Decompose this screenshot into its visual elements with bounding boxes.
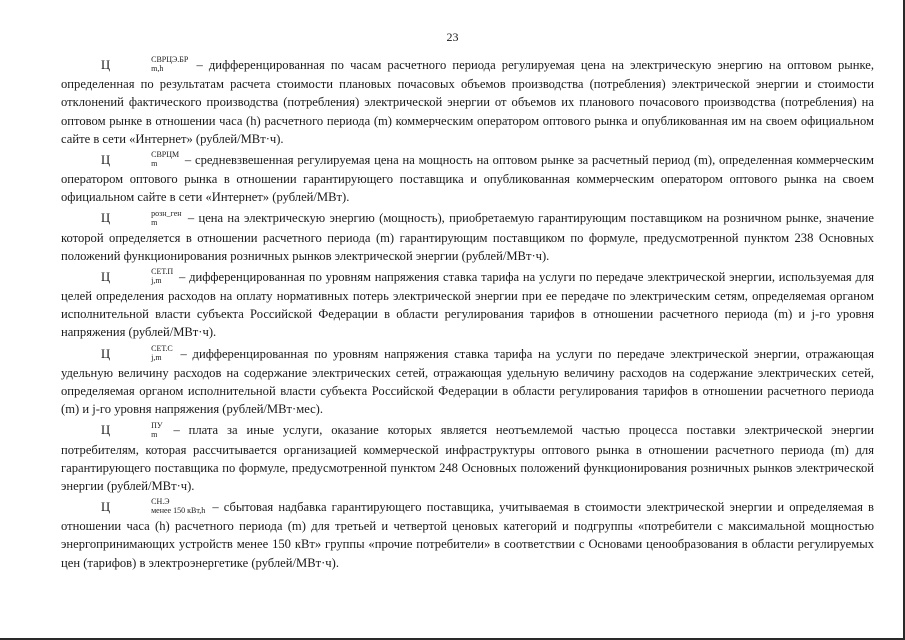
formula-superscript: СВРЦМ [151,150,180,160]
formula-symbol: Ц [101,500,111,515]
formula-subscript: j,m [151,352,162,362]
definition-text: – плата за иные услуги, оказание которых является неотъемлемой частью процесса поставки электрической энергии потребителям, которая рассчитывается организацией коммерческой инфраструктуры оптового рынка в отношении расчетного периода (m) для гарантирующего поставщика по формуле, предусмотренной пунктом 248 Основных положений функционирования розничных рынков электрической энергии (рублей/МВт·ч). [61,423,874,493]
definition-text: – дифференцированная по уровням напряжения ставка тарифа на услуги по передаче электрической энергии, используемая для целей определения расходов на оплату нормативных потерь электрической энергии при ее передаче по электрическим сетям, определяемая органом исполнительной власти субъекта Российской Федерации в области регулирования тарифов в отношении расчетного периода (m) и j-го уровня напряжения (рублей/МВт·ч). [61,269,874,340]
formula-subscript: j,m [151,276,162,286]
definition-text: – сбытовая надбавка гарантирующего поставщика, учитываемая в стоимости электрической энергии и определяемая в отношении часа (h) расчетного периода (m) для третьей и четвертой ценовых категорий и подгруппы «потребители с максимальной мощностью энергопринимающих устройств менее 150 кВт» группы «прочие потребители» в соответствии с Основами ценообразования в области регулируемых цен (тарифов) в электроэнергетике (рублей/МВт·ч). [61,500,874,570]
definition-paragraph [61,345,874,419]
formula-subscript: m,h [151,64,164,74]
definition-paragraph [61,209,874,265]
formula-superscript: розн_ген [151,208,182,218]
definition-paragraph [61,56,874,148]
formula-superscript: СЕТ.С [151,343,173,353]
formula-superscript: СН.Э [151,497,170,507]
definition-paragraph [61,498,874,572]
formula-subscript: m [151,159,158,169]
document-body [61,56,874,575]
formula-subscript: менее 150 кВт,h [151,506,206,516]
definition-text: – дифференцированная по часам расчетного периода регулируемая цена на электрическую энергию на оптовом рынке, определенная по результатам расчета стоимости плановых почасовых объемов производства (потребления) электрической энергии и стоимости отклонений фактического производства (потребления) электрической энергии от объемов их планового почасового производства (потребления) на оптовом рынке в отношении часа (h) расчетного периода (m) коммерческим оператором оптового рынка и опубликованная им на своем официальном сайте в сети «Интернет» (рублей/МВт·ч). [61,58,874,146]
page-number: 23 [446,30,459,44]
formula-symbol: Ц [101,269,111,284]
formula-subscript: m [151,429,158,439]
formula-superscript: СВРЦЭ.БР [151,55,189,65]
formula-subscript: m [151,217,158,227]
formula-symbol: Ц [101,346,111,361]
formula-symbol: Ц [101,152,111,167]
formula-superscript: СЕТ.П [151,267,174,277]
definition-text: – средневзвешенная регулируемая цена на мощность на оптовом рынке за расчетный период (m), определенная коммерческим оператором оптового рынка в отношении гарантирующего поставщика и опубликованная коммерческим оператором оптового рынка на своем официальном сайте в сети «Интернет» (рублей/МВт). [61,152,874,205]
definition-text: – цена на электрическую энергию (мощность), приобретаемую гарантирующим поставщиком на розничном рынке, значение которой определяется в отношении расчетного периода (m) гарантирующим поставщиком по формуле, предусмотренной пунктом 238 Основных положений функционирования розничных рынков электрической энергии (рублей/МВт·ч). [61,211,874,263]
definition-paragraph [61,151,874,207]
formula-symbol: Ц [101,211,111,226]
definition-text: – дифференцированная по уровням напряжения ставка тарифа на услуги по передаче электрической энергии, отражающая удельную величину расходов на содержание электрических сетей, отражающая удельную величину расходов на содержание электрических сетей, определяемая органом исполнительной власти субъекта Российской Федерации в области регулирования тарифов в отношении расчетного периода (m) и j-го уровня напряжения (рублей/МВт·мес). [61,346,874,417]
definition-paragraph [61,421,874,495]
definition-paragraph [61,268,874,342]
formula-symbol: Ц [101,58,111,72]
formula-superscript: ПУ [151,420,163,430]
formula-symbol: Ц [101,423,111,438]
